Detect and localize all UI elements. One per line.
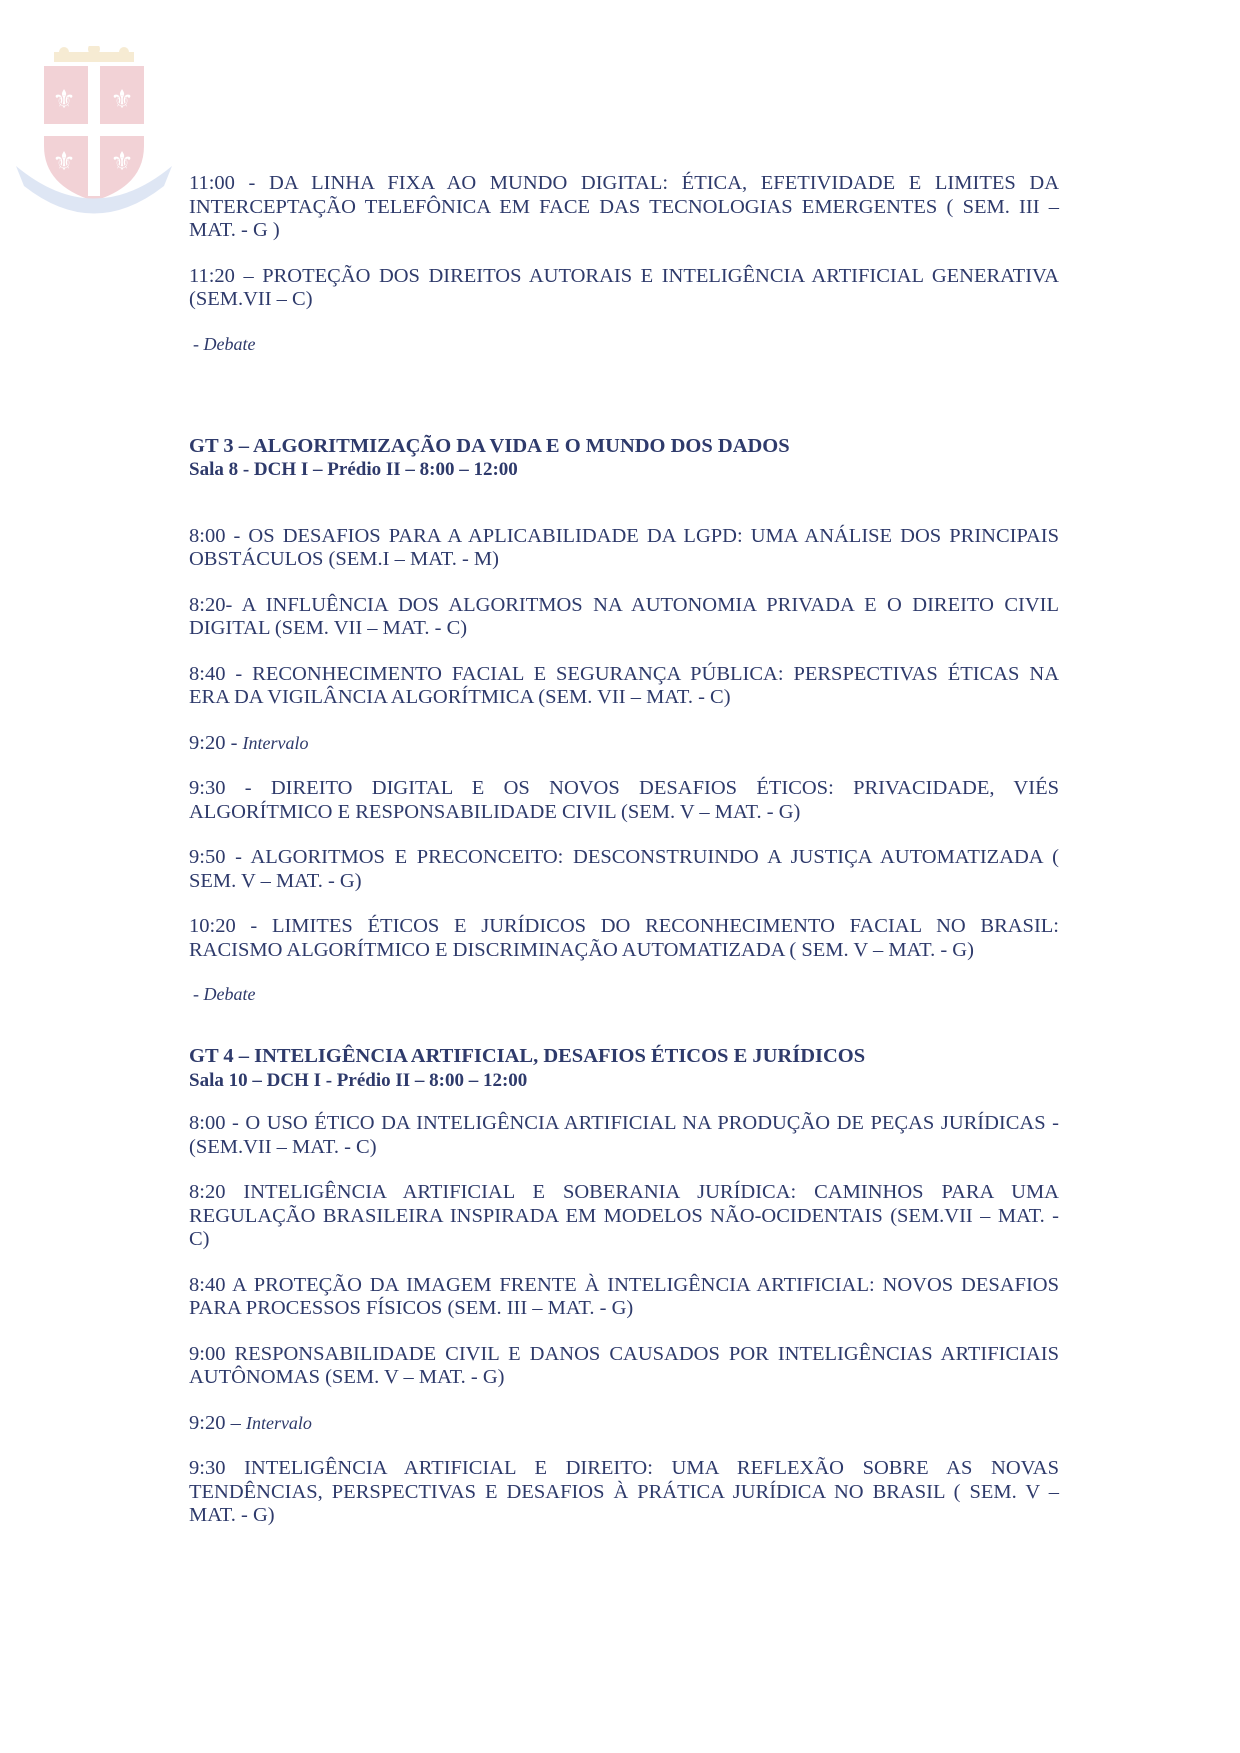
svg-text:⚜: ⚜ xyxy=(110,147,134,177)
schedule-item: 8:00 - OS DESAFIOS PARA A APLICABILIDADE DA LGPD: UMA ANÁLISE DOS PRINCIPAIS OBSTÁCULOS (SEM.I – MAT. - M) xyxy=(189,524,1059,570)
schedule-item: 8:20- A INFLUÊNCIA DOS ALGORITMOS NA AUTONOMIA PRIVADA E O DIREITO CIVIL DIGITAL (SEM. VII – MAT. - C) xyxy=(189,593,1059,639)
crown-icon xyxy=(54,46,134,62)
university-crest-watermark xyxy=(14,46,174,226)
schedule-item: 8:40 - RECONHECIMENTO FACIAL E SEGURANÇA PÚBLICA: PERSPECTIVAS ÉTICAS NA ERA DA VIGILÂNCIA ALGORÍTMICA (SEM. VII – MAT. - C) xyxy=(189,662,1059,708)
gt3-title: GT 3 – ALGORITMIZAÇÃO DA VIDA E O MUNDO DOS DADOS xyxy=(189,434,790,457)
schedule-item: 8:40 A PROTEÇÃO DA IMAGEM FRENTE À INTELIGÊNCIA ARTIFICIAL: NOVOS DESAFIOS PARA PROCESSOS FÍSICOS (SEM. III – MAT. - G) xyxy=(189,1273,1059,1319)
gt4-section xyxy=(189,1045,1059,1528)
schedule-item: 11:20 – PROTEÇÃO DOS DIREITOS AUTORAIS E INTELIGÊNCIA ARTIFICIAL GENERATIVA (SEM.VII – C) xyxy=(189,264,1059,310)
svg-text:⚜: ⚜ xyxy=(110,85,134,115)
break-time: 9:20 – xyxy=(189,1411,246,1434)
svg-text:⚜: ⚜ xyxy=(52,147,76,177)
gt4-room: Sala 10 – DCH I - Prédio II – 8:00 – 12:00 xyxy=(189,1069,528,1091)
schedule-item: 9:50 - ALGORITMOS E PRECONCEITO: DESCONSTRUINDO A JUSTIÇA AUTOMATIZADA ( SEM. V – MAT. - G) xyxy=(189,846,1059,892)
break-item xyxy=(189,1412,1059,1436)
gt2-continuation xyxy=(189,172,1059,355)
document-body xyxy=(189,172,1059,1550)
svg-text:⚜: ⚜ xyxy=(52,85,76,115)
schedule-item: 9:00 RESPONSABILIDADE CIVIL E DANOS CAUSADOS POR INTELIGÊNCIAS ARTIFICIAIS AUTÔNOMAS (SEM. V – MAT. - G) xyxy=(189,1342,1059,1388)
break-label: Intervalo xyxy=(245,1412,312,1433)
schedule-item: 8:00 - O USO ÉTICO DA INTELIGÊNCIA ARTIFICIAL NA PRODUÇÃO DE PEÇAS JURÍDICAS - (SEM.VII – MAT. - C) xyxy=(189,1112,1059,1158)
debate-label: - Debate xyxy=(193,984,256,1004)
gt4-title: GT 4 – INTELIGÊNCIA ARTIFICIAL, DESAFIOS ÉTICOS E JURÍDICOS xyxy=(189,1045,866,1067)
break-time: 9:20 - xyxy=(189,731,243,754)
shield-icon xyxy=(44,66,144,201)
break-item xyxy=(189,732,1059,756)
debate-label: - Debate xyxy=(193,333,256,354)
gt3-section xyxy=(189,435,1059,1006)
break-label: Intervalo xyxy=(242,732,309,753)
schedule-item: 9:30 INTELIGÊNCIA ARTIFICIAL E DIREITO: UMA REFLEXÃO SOBRE AS NOVAS TENDÊNCIAS, PERSPECTIVAS E DESAFIOS À PRÁTICA JURÍDICA NO BRASIL ( SEM. V – MAT. - G) xyxy=(189,1457,1059,1526)
schedule-item: 8:20 INTELIGÊNCIA ARTIFICIAL E SOBERANIA JURÍDICA: CAMINHOS PARA UMA REGULAÇÃO BRASILEIRA INSPIRADA EM MODELOS NÃO-OCIDENTAIS (SEM.VII – MAT. - C) xyxy=(189,1181,1059,1250)
schedule-item: 10:20 - LIMITES ÉTICOS E JURÍDICOS DO RECONHECIMENTO FACIAL NO BRASIL: RACISMO ALGORÍTMICO E DISCRIMINAÇÃO AUTOMATIZADA ( SEM. V – MAT. - G) xyxy=(189,915,1059,961)
schedule-item: 11:00 - DA LINHA FIXA AO MUNDO DIGITAL: ÉTICA, EFETIVIDADE E LIMITES DA INTERCEPTAÇÃO TELEFÔNICA EM FACE DAS TECNOLOGIAS EMERGENTES ( SEM. III – MAT. - G ) xyxy=(189,172,1059,241)
gt3-room: Sala 8 - DCH I – Prédio II – 8:00 – 12:00 xyxy=(189,459,518,480)
schedule-item: 9:30 - DIREITO DIGITAL E OS NOVOS DESAFIOS ÉTICOS: PRIVACIDADE, VIÉS ALGORÍTMICO E RESPONSABILIDADE CIVIL (SEM. V – MAT. - G) xyxy=(189,777,1059,823)
